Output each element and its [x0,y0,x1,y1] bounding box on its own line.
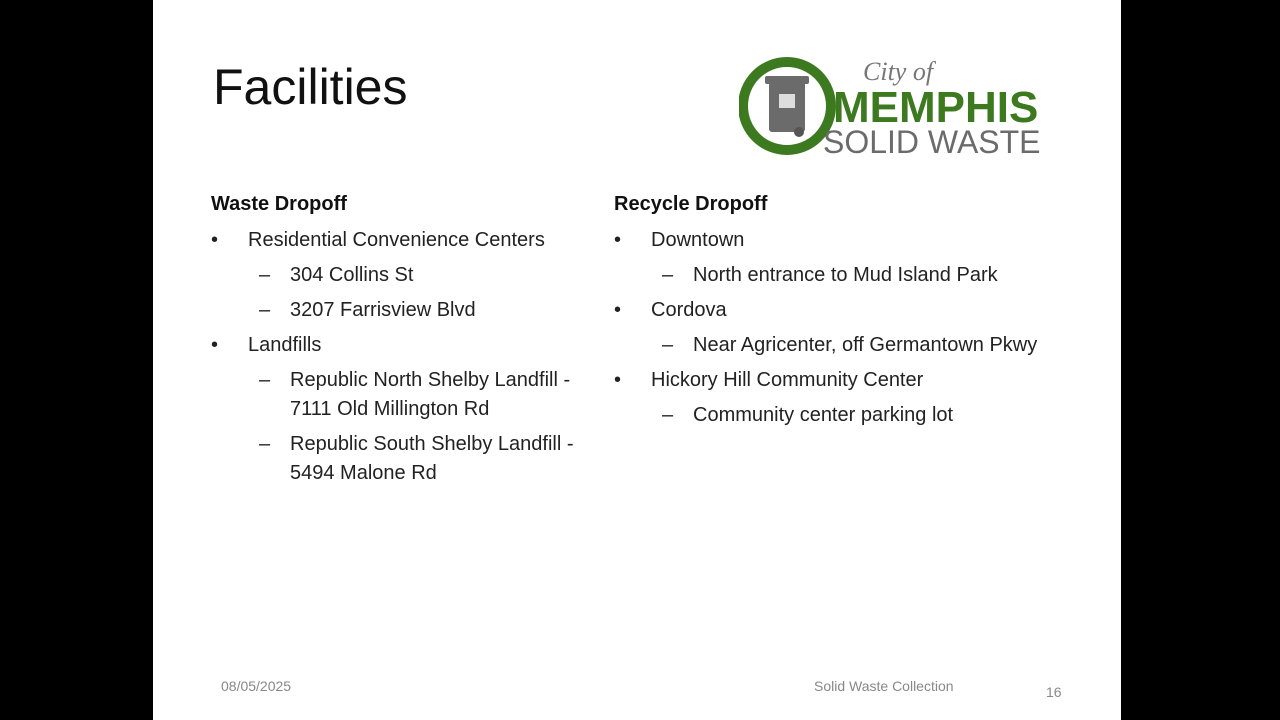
dash-icon: – [662,334,674,356]
logo-solid-waste: SOLID WASTE [823,124,1041,160]
trash-cart-wheel [794,127,804,137]
dash-icon: – [259,369,271,391]
recycle-dropoff-column [614,193,1114,436]
slide-title: Facilities [213,59,408,115]
list-item: • Downtown [614,226,1114,255]
bullet-icon: • [614,369,622,391]
bullet-icon: • [614,299,622,321]
sub-item: – 304 Collins St [211,261,601,290]
footer-date: 08/05/2025 [221,678,292,694]
waste-dropoff-column [211,193,601,494]
bullet-icon: • [211,334,219,356]
dash-icon: – [259,299,271,321]
logo-memphis: MEMPHIS [833,83,1039,132]
dash-icon: – [259,433,271,455]
list-item: • Hickory Hill Community Center [614,366,1114,395]
recycle-dropoff-heading: Recycle Dropoff [614,193,768,215]
list-item: • Cordova [614,296,1114,325]
sub-item: – North entrance to Mud Island Park [614,261,1114,290]
sub-item: – Republic South Shelby Landfill - 5494 Malone Rd [211,430,601,488]
footer-title: Solid Waste Collection [814,678,954,694]
trash-cart-lid [765,76,809,84]
dash-icon: – [259,264,271,286]
city-of-memphis-solid-waste-logo [739,52,1079,160]
list-item: • Residential Convenience Centers [211,226,601,255]
bullet-icon: • [614,229,622,251]
bullet-icon: • [211,229,219,251]
dash-icon: – [662,264,674,286]
slide [153,0,1121,720]
sub-item: – Community center parking lot [614,401,1114,430]
sub-item: – 3207 Farrisview Blvd [211,296,601,325]
sub-item: – Republic North Shelby Landfill - 7111 Old Millington Rd [211,366,601,424]
logo-city-of: City of [863,57,934,86]
dash-icon: – [662,404,674,426]
page-number: 16 [1046,684,1062,700]
sub-item: – Near Agricenter, off Germantown Pkwy [614,331,1114,360]
list-item: • Landfills [211,331,601,360]
waste-dropoff-heading: Waste Dropoff [211,193,347,215]
cart-emblem [779,94,795,108]
